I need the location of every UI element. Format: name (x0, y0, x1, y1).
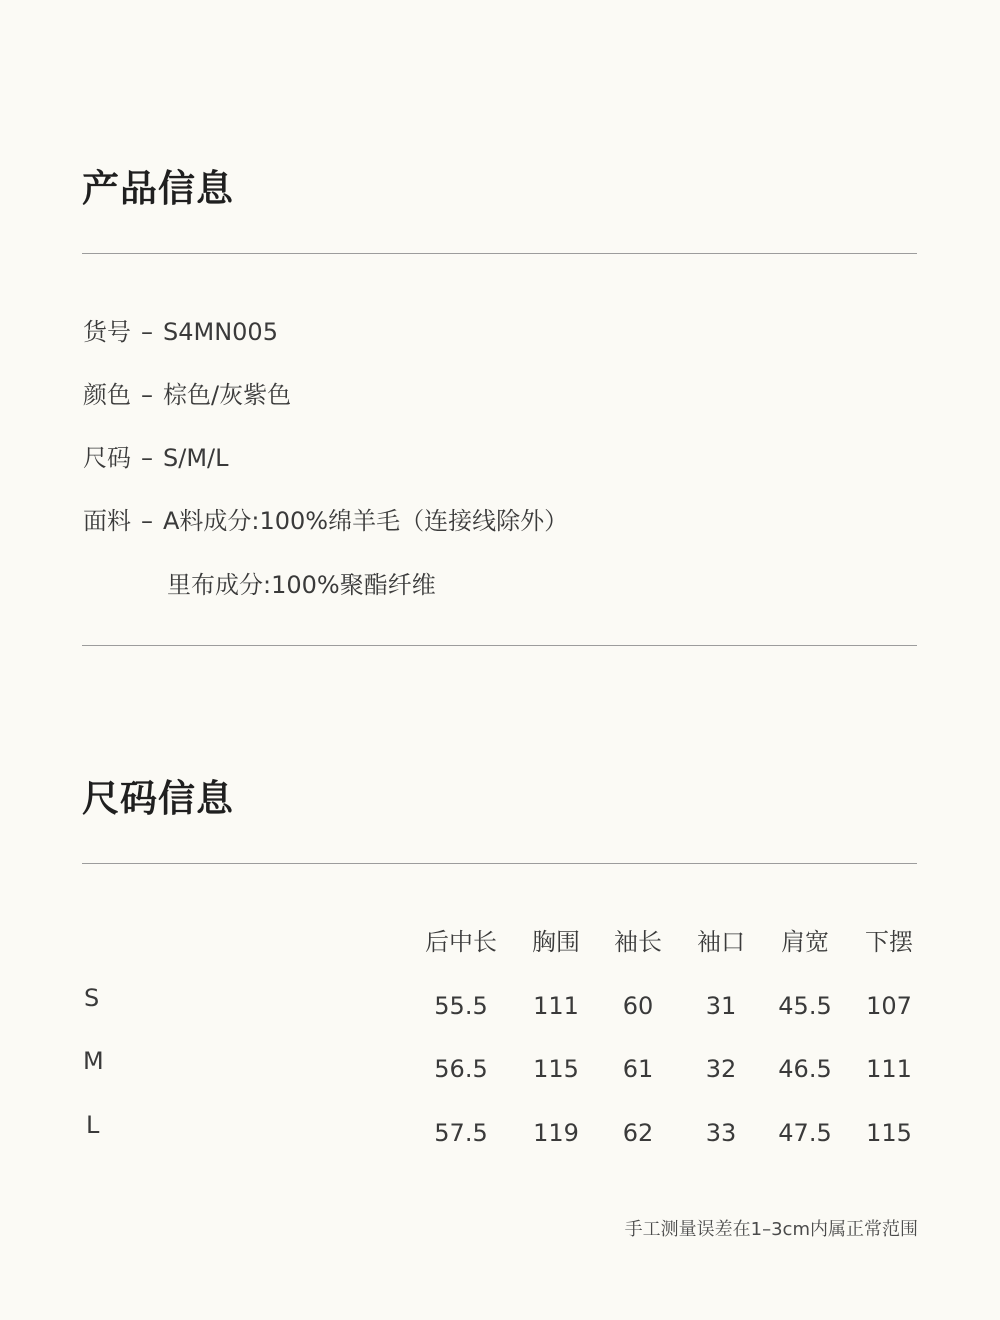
table-cell: 56.5 (434, 1055, 488, 1083)
color-value: 棕色/灰紫色 (163, 381, 292, 409)
table-cell: 111 (866, 1055, 912, 1083)
row-size-label: M (83, 1047, 104, 1075)
separator: – (141, 318, 153, 346)
row-size-label: S (84, 984, 100, 1012)
size-info-title: 尺码信息 (82, 777, 234, 820)
item-number-row (83, 320, 278, 344)
measurement-note: 手工测量误差在1–3cm内属正常范围 (624, 1219, 918, 1240)
separator: – (141, 381, 153, 409)
product-info-title: 产品信息 (82, 167, 234, 210)
column-header-shoulder: 肩宽 (781, 928, 829, 956)
table-cell: 119 (533, 1119, 579, 1147)
size-row (83, 446, 228, 470)
fabric-label: 面料 (83, 507, 131, 535)
item-number-value: S4MN005 (163, 318, 278, 346)
table-cell: 31 (705, 992, 737, 1020)
column-header-hem: 下摆 (865, 928, 913, 956)
table-cell: 60 (622, 992, 654, 1020)
table-cell: 47.5 (778, 1119, 832, 1147)
table-cell: 46.5 (778, 1055, 832, 1083)
table-cell: 57.5 (434, 1119, 488, 1147)
table-cell: 107 (866, 992, 912, 1020)
color-row (83, 383, 291, 407)
row-size-label: L (86, 1111, 100, 1139)
table-cell: 45.5 (778, 992, 832, 1020)
divider (82, 863, 917, 864)
item-number-label: 货号 (83, 318, 131, 346)
color-label: 颜色 (83, 381, 131, 409)
table-cell: 55.5 (434, 992, 488, 1020)
column-header-cuff: 袖口 (697, 928, 745, 956)
divider (82, 645, 917, 646)
column-header-sleeve-length: 袖长 (614, 928, 662, 956)
size-value: S/M/L (163, 444, 229, 472)
table-cell: 115 (533, 1055, 579, 1083)
table-cell: 32 (705, 1055, 737, 1083)
fabric-value: A料成分:100%绵羊毛（连接线除外） (163, 507, 569, 535)
column-header-back-length: 后中长 (425, 928, 497, 956)
table-cell: 61 (622, 1055, 654, 1083)
table-cell: 115 (866, 1119, 912, 1147)
table-cell: 111 (533, 992, 579, 1020)
table-cell: 33 (705, 1119, 737, 1147)
size-label: 尺码 (83, 444, 131, 472)
separator: – (141, 444, 153, 472)
table-cell: 62 (622, 1119, 654, 1147)
fabric-row (83, 509, 568, 533)
divider (82, 253, 917, 254)
separator: – (141, 507, 153, 535)
column-header-chest: 胸围 (532, 928, 580, 956)
fabric-value-line2: 里布成分:100%聚酯纤维 (167, 571, 436, 599)
